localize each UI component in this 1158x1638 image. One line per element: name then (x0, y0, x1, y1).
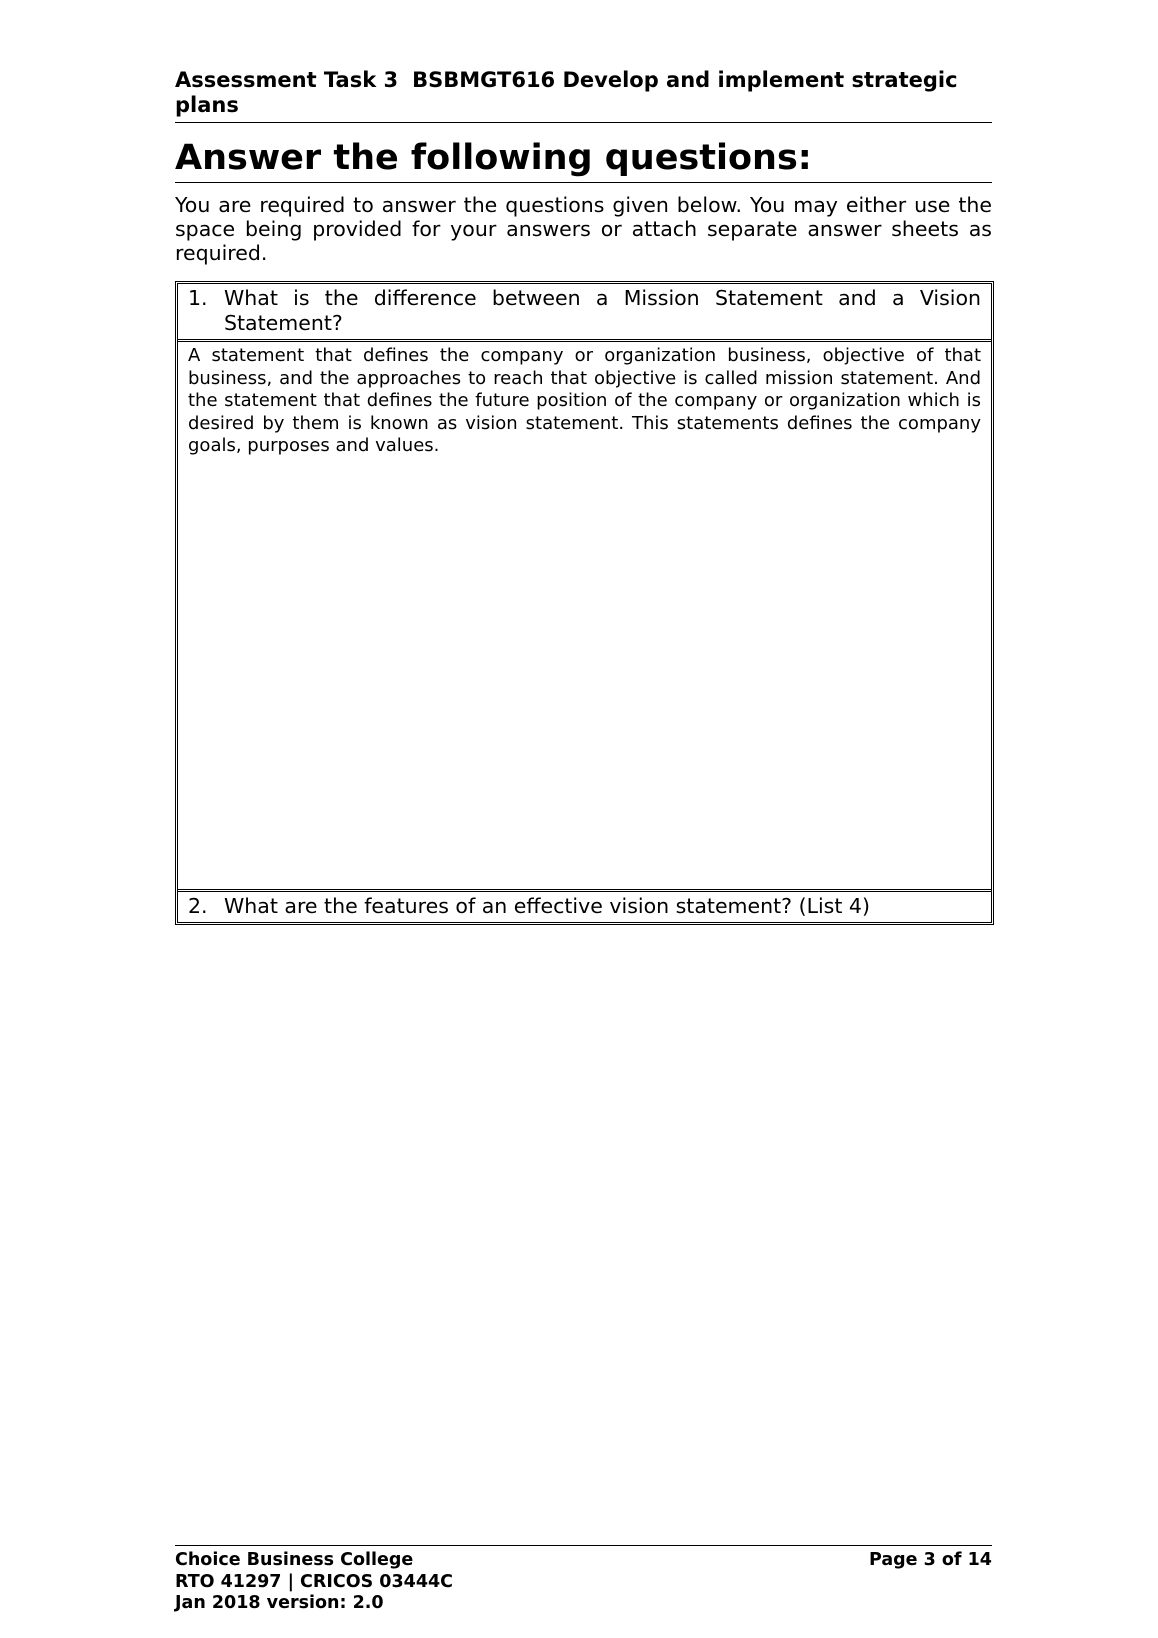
document-page (175, 0, 992, 1638)
footer-college: Choice Business College (175, 1550, 414, 1570)
header-unit: BSBMGT616 Develop and implement strategic plans (175, 68, 958, 117)
footer-version: Jan 2018 version: 2.0 (175, 1593, 384, 1613)
question-1-number: 1. (188, 286, 208, 310)
section-heading: Answer the following questions: (175, 136, 992, 183)
answer-1-field[interactable]: A statement that defines the company or organization business, objective of that business, and the approaches to reach that objective is called mission statement. And the statement that defines the future position of the company or organization which is desired by them is known as vision statement. This statements defines the company goals, purposes and values. (178, 342, 991, 892)
header-task: Assessment Task 3 (175, 68, 399, 92)
question-1-text: What is the difference between a Mission Statement and a Vision Statement? (224, 286, 981, 335)
question-1 (178, 284, 991, 342)
question-2-text: What are the features of an effective vision statement? (List 4) (224, 894, 870, 918)
page-footer (175, 1545, 992, 1615)
page-number: Page 3 of 14 (868, 1550, 992, 1570)
page-header (175, 68, 992, 123)
question-table (175, 281, 994, 925)
question-2-number: 2. (188, 894, 208, 918)
question-2 (178, 892, 991, 922)
footer-rto: RTO 41297 | CRICOS 03444C (175, 1571, 454, 1592)
intro-paragraph: You are required to answer the questions given below. You may either use the space being provided for your answers or attach separate answer sheets as required. (175, 193, 992, 265)
